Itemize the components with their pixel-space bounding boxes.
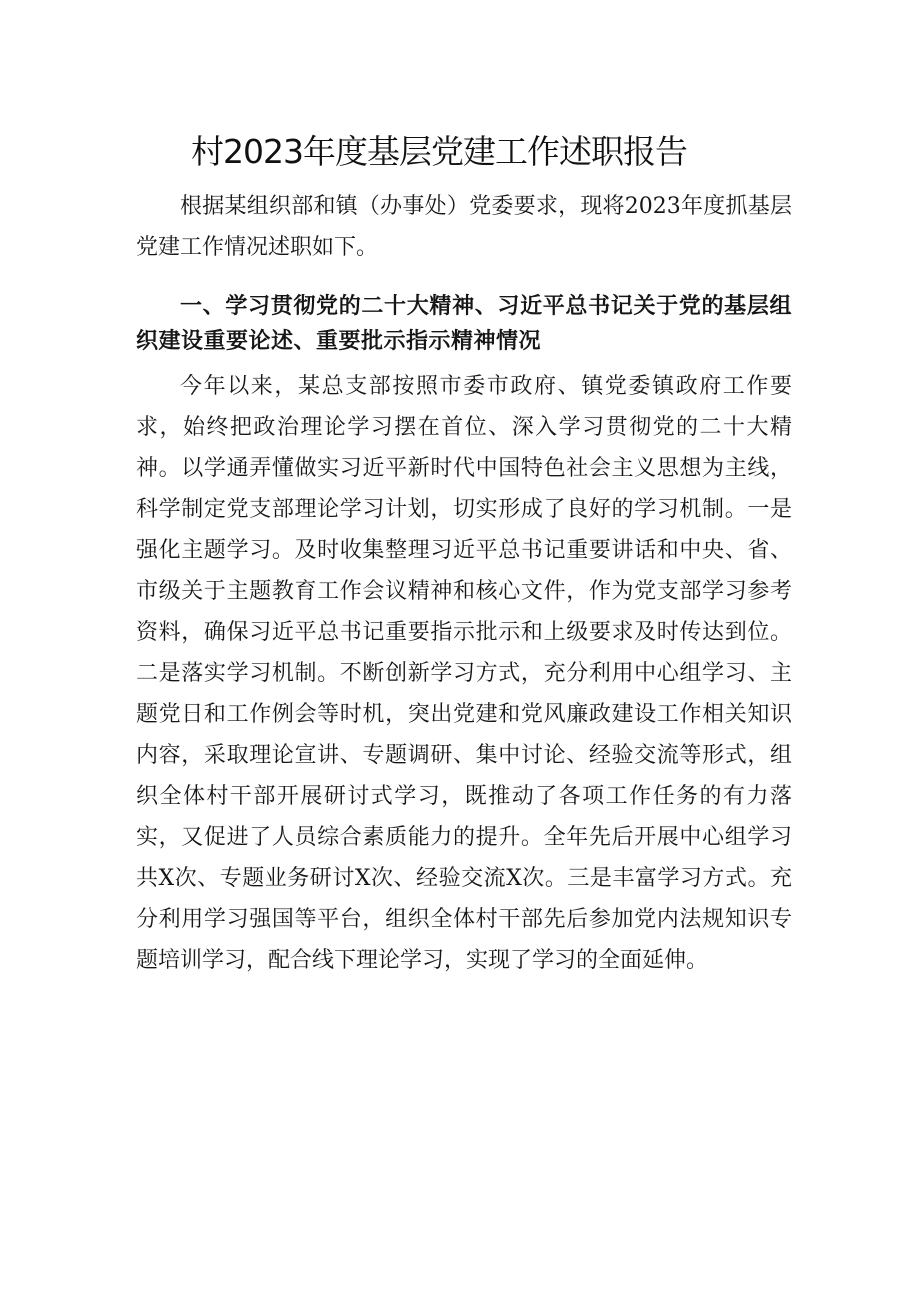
section-1-heading: 一、学习贯彻党的二十大精神、习近平总书记关于党的基层组织建设重要论述、重要批示指示精神情况 (136, 293, 792, 354)
intro-paragraph: 根据某组织部和镇（办事处）党委要求，现将2023年度抓基层党建工作情况述职如下。 (136, 194, 792, 260)
document-title: 村2023年度基层党建工作述职报告 (191, 132, 687, 171)
section-1-paragraph: 今年以来，某总支部按照市委市政府、镇党委镇政府工作要求，始终把政治理论学习摆在首位、深入学习贯彻党的二十大精神。以学通弄懂做实习近平新时代中国特色社会主义思想为主线，科学制定党支部理论学习计划，切实形成了良好的学习机制。一是强化主题学习。及时收集整理习近平总书记重要讲话和中央、省、市级关于主题教育工作会议精神和核心文件，作为党支部学习参考资料，确保习近平总书记重要指示批示和上级要求及时传达到位。二是落实学习机制。不断创新学习方式，充分利用中心组学习、主题党日和工作例会等时机，突出党建和党风廉政建设工作相关知识内容，采取理论宣讲、专题调研、集中讨论、经验交流等形式，组织全体村干部开展研讨式学习，既推动了各项工作任务的有力落实，又促进了人员综合素质能力的提升。全年先后开展中心组学习共X次、专题业务研讨X次、经验交流X次。三是丰富学习方式。充分利用学习强国等平台，组织全体村干部先后参加党内法规知识专题培训学习，配合线下理论学习，实现了学习的全面延伸。 (136, 374, 792, 973)
document-body (136, 186, 792, 981)
